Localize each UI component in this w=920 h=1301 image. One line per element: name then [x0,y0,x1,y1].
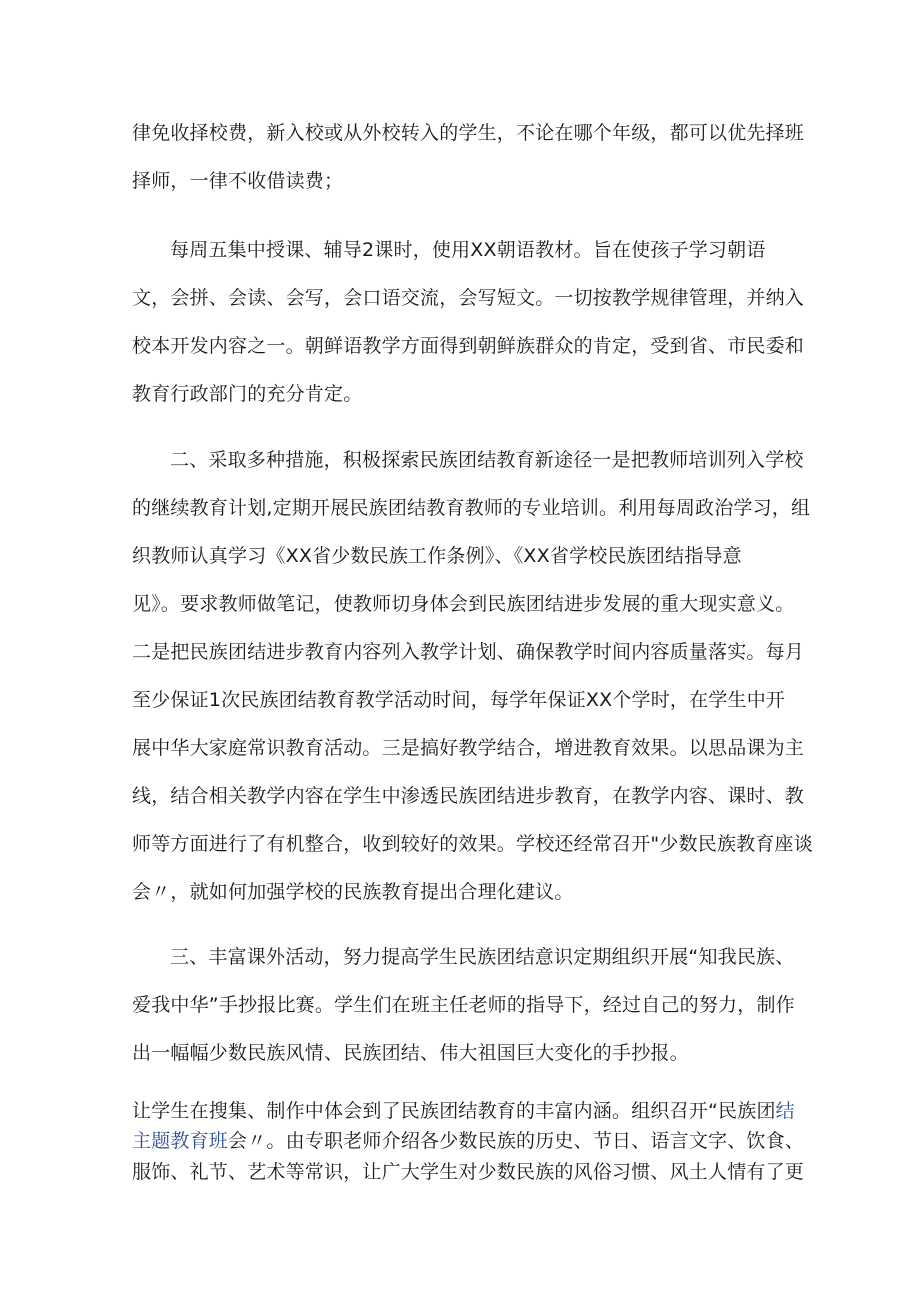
text-line: 线，结合相关教学内容在学生中渗透民族团结进步教育，在教学内容、课时、教 [132,785,805,807]
text-line: 教育行政部门的充分肯定。 [132,383,363,405]
text-line: 至少保证1次民族团结教育教学活动时间，每学年保证XX个学时，在学生中开 [132,689,786,711]
text-line: 每周五集中授课、辅导2课时，使用XX朝语教材。旨在使孩子学习朝语 [170,239,766,261]
text-line: 校本开发内容之一。朝鲜语教学方面得到朝鲜族群众的肯定，受到省、市民委和 [132,335,805,357]
text-line [132,1128,805,1154]
text-segment: 让学生在搜集、制作中体会到了民族团结教育的丰富内涵。组织召开“民族团 [132,1100,776,1122]
text-line: 文，会拼、会读、会写，会口语交流，会写短文。一切按教学规律管理，并纳入 [132,287,805,309]
text-line: 见》。要求教师做笔记，使教师切身体会到民族团结进步发展的重大现实意义。 [132,593,795,615]
text-segment: 会〃。由专职老师介绍各少数民族的历史、节日、语言文字、饮食、 [228,1130,805,1152]
text-line: 展中华大家庭常识教育活动。三是搞好教学结合，增进教育效果。以思品课为主 [132,737,805,759]
text-line: 二是把民族团结进步教育内容列入教学计划、确保教学时间内容质量落实。每月 [132,641,805,663]
text-line [132,1098,795,1124]
text-line: 二、采取多种措施，积极探索民族团结教育新途径一是把教师培训列入学校 [170,449,804,471]
accent-text: 结 [775,1100,795,1122]
text-line: 师等方面进行了有机整合，收到较好的效果。学校还经常召开"少数民族教育座谈 [132,833,813,855]
text-line: 服饰、礼节、艺术等常识，让广大学生对少数民族的风俗习惯、风土人情有了更 [132,1161,805,1183]
text-line: 三、丰富课外活动，努力提高学生民族团结意识定期组织开展“知我民族、 [170,946,795,968]
text-line: 出一幅幅少数民族风情、民族团结、伟大祖国巨大变化的手抄报。 [132,1042,689,1064]
text-line: 爱我中华”手抄报比赛。学生们在班主任老师的指导下，经过自己的努力，制作 [132,994,795,1016]
text-line: 织教师认真学习《XX省少数民族工作条例》、《XX省学校民族团结指导意 [132,545,742,567]
text-line: 会〃，就如何加强学校的民族教育提出合理化建议。 [132,881,574,903]
text-line: 的继续教育计划,定期开展民族团结教育教师的专业培训。利用每周政治学习，组 [132,497,811,519]
text-line: 择师，一律不收借读费； [132,170,344,192]
accent-text: 主题教育班 [132,1130,229,1152]
text-line: 律免收择校费，新入校或从外校转入的学生，不论在哪个年级，都可以优先择班 [132,122,805,144]
